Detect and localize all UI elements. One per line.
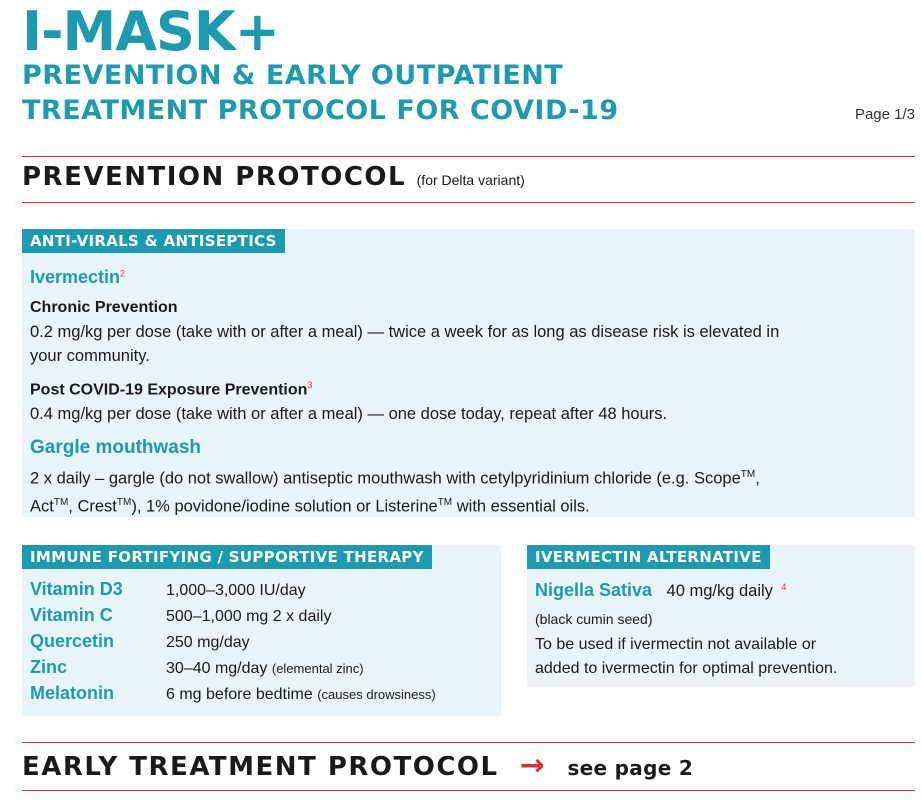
gargle-text-1: 2 x daily – gargle (do not swallow) antiseptic mouthwash with cetylpyridinium chloride (e.g. Scope bbox=[30, 469, 741, 488]
supplement-row bbox=[30, 657, 364, 678]
supplement-name: Melatonin bbox=[30, 683, 114, 703]
supplement-dose: 1,000–3,000 IU/day bbox=[166, 582, 306, 599]
supplement-name: Quercetin bbox=[30, 631, 115, 651]
nigella-dose: 40 mg/kg daily bbox=[666, 582, 773, 600]
chronic-text bbox=[30, 320, 910, 368]
antivirals-tag: ANTI-VIRALS & ANTISEPTICS bbox=[22, 229, 285, 253]
chronic-line-2: your community. bbox=[30, 347, 150, 365]
arrow-right-icon: → bbox=[519, 748, 547, 783]
ivermectin-ref: 2 bbox=[120, 268, 126, 279]
alternative-panel bbox=[527, 545, 915, 687]
supplement-name: Vitamin D3 bbox=[30, 579, 123, 599]
page-number: Page 1/3 bbox=[854, 106, 915, 123]
divider-early-top bbox=[22, 742, 915, 743]
post-exposure-ref: 3 bbox=[307, 380, 313, 390]
see-page-link[interactable]: see page 2 bbox=[567, 756, 694, 780]
nigella-row bbox=[535, 579, 786, 603]
divider-top bbox=[22, 156, 915, 157]
gargle-text-4: , Crest bbox=[68, 497, 117, 515]
ivermectin-name: Ivermectin bbox=[30, 267, 121, 287]
alternative-line-2: added to ivermectin for optimal prevention. bbox=[535, 660, 838, 677]
subtitle-line-2: TREATMENT PROTOCOL FOR COVID-19 bbox=[22, 95, 619, 126]
divider-bottom bbox=[22, 202, 915, 203]
tm-mark: TM bbox=[437, 496, 453, 508]
document-title: I-MASK+ bbox=[22, 0, 280, 63]
immune-tag: IMMUNE FORTIFYING / SUPPORTIVE THERAPY bbox=[22, 545, 432, 569]
nigella-common-name: (black cumin seed) bbox=[535, 611, 653, 627]
ivermectin-heading bbox=[30, 267, 125, 288]
prevention-heading-text: PREVENTION PROTOCOL bbox=[22, 162, 407, 192]
gargle-text-2: , bbox=[755, 469, 760, 488]
supplement-dose: 500–1,000 mg 2 x daily bbox=[166, 608, 332, 625]
post-exposure-heading bbox=[30, 380, 312, 399]
gargle-text-3: Act bbox=[30, 497, 54, 515]
chronic-line-1: 0.2 mg/kg per dose (take with or after a meal) — twice a week for as long as disease risk is elevated in bbox=[30, 323, 780, 341]
prevention-heading bbox=[22, 162, 525, 192]
supplement-row bbox=[30, 631, 250, 652]
early-treatment-heading bbox=[22, 748, 693, 783]
supplement-dose: 6 mg before bedtime bbox=[166, 686, 313, 703]
supplement-row bbox=[30, 683, 436, 704]
alternative-tag: IVERMECTIN ALTERNATIVE bbox=[527, 545, 770, 569]
nigella-ref: 4 bbox=[781, 581, 787, 592]
nigella-name: Nigella Sativa bbox=[535, 580, 653, 600]
supplement-dose: 30–40 mg/day bbox=[166, 660, 268, 677]
supplement-dose: 250 mg/day bbox=[166, 634, 250, 651]
gargle-text-6: with essential oils. bbox=[452, 497, 590, 515]
tm-mark: TM bbox=[116, 496, 132, 508]
prevention-note: (for Delta variant) bbox=[416, 172, 525, 188]
subtitle-line-1: PREVENTION & EARLY OUTPATIENT bbox=[22, 60, 564, 91]
antivirals-panel bbox=[22, 229, 915, 517]
supplement-name: Zinc bbox=[30, 657, 68, 677]
alternative-text bbox=[535, 633, 837, 681]
gargle-text-5: ), 1% povidone/iodine solution or Listerine bbox=[131, 497, 438, 515]
immune-panel bbox=[22, 545, 501, 716]
gargle-name: Gargle mouthwash bbox=[30, 437, 202, 458]
post-exposure-title: Post COVID-19 Exposure Prevention bbox=[30, 381, 308, 399]
divider-early-bottom bbox=[22, 790, 915, 791]
alternative-line-1: To be used if ivermectin not available or bbox=[535, 636, 817, 653]
post-exposure-text: 0.4 mg/kg per dose (take with or after a meal) — one dose today, repeat after 48 hours. bbox=[30, 405, 668, 423]
supplement-note: (elemental zinc) bbox=[271, 661, 364, 676]
supplement-note: (causes drowsiness) bbox=[317, 687, 436, 702]
supplement-row bbox=[30, 605, 331, 626]
document-subtitle bbox=[22, 58, 619, 128]
gargle-heading bbox=[30, 437, 201, 459]
tm-mark: TM bbox=[53, 496, 69, 508]
gargle-text bbox=[30, 463, 910, 518]
tm-mark: TM bbox=[740, 469, 756, 480]
supplement-name: Vitamin C bbox=[30, 605, 113, 625]
early-treatment-text: EARLY TREATMENT PROTOCOL bbox=[22, 752, 499, 782]
supplement-row bbox=[30, 579, 306, 600]
chronic-heading: Chronic Prevention bbox=[30, 299, 178, 316]
